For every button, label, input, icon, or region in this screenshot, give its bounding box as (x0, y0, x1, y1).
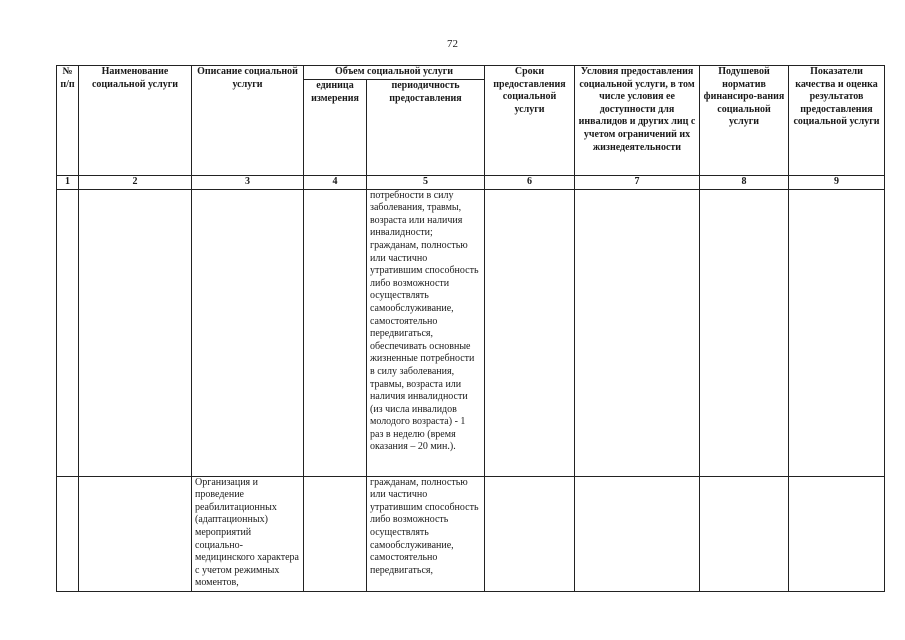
header-periodicity: периодичность предоставления (367, 80, 485, 176)
column-number: 2 (79, 176, 192, 190)
cell-periodicity: потребности в силу заболевания, травмы, возраста или наличия инвалидности; гражданам, полностью или частично утратившим способность либо возможности осуществлять самообслуживание, самостоятельно передвигаться, обеспечивать основные жизненные потребности в силу заболевания, травмы, возраста или наличия инвалидности (из числа инвалидов молодого возраста) - 1 раз в неделю (время оказания – 20 мин.). (367, 189, 485, 476)
column-number: 7 (575, 176, 700, 190)
column-number: 3 (192, 176, 304, 190)
cell-name (79, 189, 192, 476)
header-normative: Подушевой норматив финансиро-вания социальной услуги (700, 66, 789, 176)
cell-num (57, 189, 79, 476)
cell-indicators (789, 189, 885, 476)
cell-indicators (789, 476, 885, 591)
cell-unit (304, 189, 367, 476)
cell-periodicity: гражданам, полностью или частично утратившим способность либо возможность осуществлять самообслуживание, самостоятельно передвигаться, (367, 476, 485, 591)
header-name: Наименование социальной услуги (79, 66, 192, 176)
table-row (57, 476, 885, 591)
column-number: 8 (700, 176, 789, 190)
header-conditions: Условия предоставления социальной услуги, в том числе условия ее доступности для инвалидов и других лиц с учетом ограничений их жизнедеятельности (575, 66, 700, 176)
column-number: 5 (367, 176, 485, 190)
social-services-table (56, 65, 885, 592)
column-number: 4 (304, 176, 367, 190)
header-description: Описание социальной услуги (192, 66, 304, 176)
column-number: 9 (789, 176, 885, 190)
cell-terms (485, 476, 575, 591)
header-unit: единица измерения (304, 80, 367, 176)
cell-description: Организация и проведение реабилитационных (адаптационных) мероприятий социально-медицинского характера с учетом режимных моментов, (192, 476, 304, 591)
header-num: № п/п (57, 66, 79, 176)
header-indicators: Показатели качества и оценка результатов предоставления социальной услуги (789, 66, 885, 176)
column-number: 6 (485, 176, 575, 190)
cell-normative (700, 476, 789, 591)
cell-unit (304, 476, 367, 591)
cell-description (192, 189, 304, 476)
column-number-row (57, 176, 885, 190)
cell-terms (485, 189, 575, 476)
cell-num (57, 476, 79, 591)
table-row (57, 189, 885, 476)
column-number: 1 (57, 176, 79, 190)
cell-conditions (575, 189, 700, 476)
header-terms: Сроки предоставления социальной услуги (485, 66, 575, 176)
cell-name (79, 476, 192, 591)
cell-normative (700, 189, 789, 476)
cell-conditions (575, 476, 700, 591)
header-volume: Объем социальной услуги (304, 66, 485, 80)
page-number: 72 (447, 38, 458, 50)
